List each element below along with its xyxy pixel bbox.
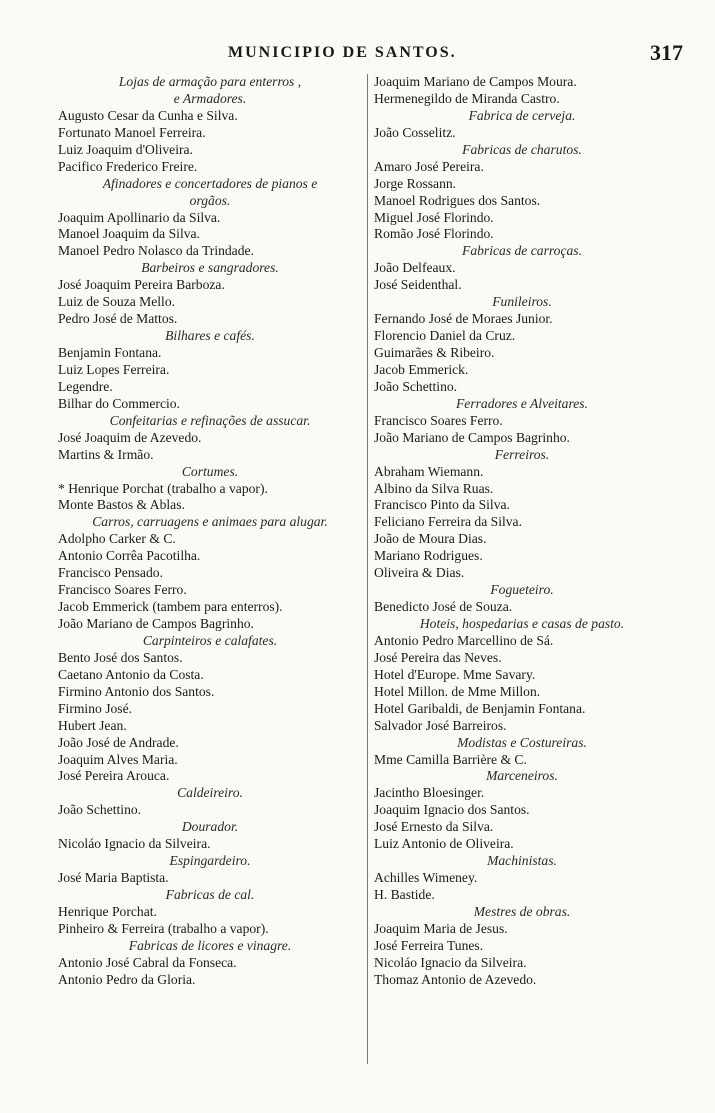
directory-entry: Adolpho Carker & C.	[58, 531, 176, 547]
directory-entry: Francisco Soares Ferro.	[58, 582, 187, 598]
section-heading: Cortumes.	[181, 463, 239, 479]
section-heading: Mestres de obras.	[473, 903, 571, 919]
directory-entry: Nicoláo Ignacio da Silveira.	[374, 954, 527, 970]
directory-entry: José Joaquim Pereira Barboza.	[58, 277, 225, 293]
section-heading: Carros, carruagens e animaes para alugar.	[92, 514, 328, 530]
directory-entry: Caetano Antonio da Costa.	[58, 666, 204, 682]
directory-entry: Amaro José Pereira.	[374, 158, 484, 174]
directory-entry: Hubert Jean.	[58, 717, 127, 733]
directory-entry: José Pereira Arouca.	[58, 768, 170, 784]
section-heading: Fabricas de cal.	[165, 887, 255, 902]
directory-entry: Martins & Irmão.	[58, 446, 154, 462]
directory-entry: Florencio Daniel da Cruz.	[374, 328, 516, 344]
section-heading: Bilhares e cafés.	[165, 328, 255, 344]
directory-entry: João José de Andrade.	[58, 734, 179, 750]
directory-entry: Hotel Millon. de Mme Millon.	[374, 683, 541, 699]
right-column	[372, 74, 672, 989]
column-divider	[367, 74, 368, 1064]
directory-entry: Romão José Florindo.	[374, 226, 494, 242]
directory-entry: Hermenegildo de Miranda Castro.	[374, 90, 560, 106]
directory-entry: Luiz Antonio de Oliveira.	[374, 836, 514, 852]
directory-entry: Benedicto José de Souza.	[374, 599, 513, 615]
section-heading: Fabricas de charutos.	[462, 141, 582, 157]
directory-entry: Fernando José de Moraes Junior.	[374, 311, 553, 327]
directory-entry: Monte Bastos & Ablas.	[58, 497, 185, 513]
directory-entry: Joaquim Apollinario da Silva.	[58, 209, 221, 225]
directory-entry: Joaquim Maria de Jesus.	[374, 920, 508, 936]
directory-entry: Bilhar do Commercio.	[58, 395, 180, 411]
directory-entry: Pedro José de Mattos.	[58, 311, 178, 327]
directory-entry: Hotel d'Europe. Mme Savary.	[374, 666, 536, 682]
directory-entry: Joaquim Mariano de Campos Moura.	[374, 74, 577, 89]
left-column	[56, 74, 364, 989]
section-heading: Lojas de armação para enterros ,	[118, 74, 302, 89]
directory-entry: Miguel José Florindo.	[374, 209, 494, 225]
directory-entry: Firmino José.	[58, 700, 133, 716]
directory-entry: Antonio José Cabral da Fonseca.	[58, 954, 237, 970]
directory-entry: João Schettino.	[374, 378, 458, 394]
directory-entry: Joaquim Ignacio dos Santos.	[374, 802, 530, 818]
directory-entry: Henrique Porchat.	[58, 903, 157, 919]
section-heading: e Armadores.	[173, 90, 247, 106]
section-heading: Modistas e Costureiras.	[457, 734, 587, 750]
section-heading: Ferradores e Alveitares.	[455, 395, 588, 411]
section-heading: Dourador.	[181, 819, 239, 835]
directory-entry: Legendre.	[58, 378, 113, 394]
directory-entry: Jacob Emmerick (tambem para enterros).	[58, 599, 283, 615]
section-heading: Machinistas.	[487, 853, 557, 869]
directory-entry: Jorge Rossann.	[374, 175, 457, 191]
directory-entry: Bento José dos Santos.	[58, 649, 183, 665]
directory-entry: Manoel Rodrigues dos Santos.	[374, 192, 541, 208]
directory-entry: Thomaz Antonio de Azevedo.	[374, 971, 537, 987]
directory-entry: Francisco Soares Ferro.	[374, 412, 503, 428]
directory-entry: Salvador José Barreiros.	[374, 717, 507, 733]
directory-entry: Manoel Pedro Nolasco da Trindade.	[58, 243, 254, 259]
directory-entry: Luiz Joaquim d'Oliveira.	[58, 141, 193, 157]
directory-entry: Nicoláo Ignacio da Silveira.	[58, 836, 211, 852]
directory-entry: José Joaquim de Azevedo.	[58, 429, 202, 445]
directory-entry: José Maria Baptista.	[58, 870, 169, 886]
directory-entry: Hotel Garibaldi, de Benjamin Fontana.	[374, 700, 586, 716]
directory-entry: Luiz de Souza Mello.	[58, 294, 176, 310]
section-heading: Fabricas de licores e vinagre.	[128, 937, 292, 953]
section-heading: Ferreiros.	[494, 446, 550, 462]
directory-entry: Benjamin Fontana.	[58, 345, 162, 360]
section-heading: Marceneiros.	[486, 768, 558, 784]
section-heading: Caldeireiro.	[177, 785, 243, 801]
section-heading: Afinadores e concertadores de pianos e	[102, 175, 318, 191]
directory-entry: Antonio Corrêa Pacotilha.	[58, 548, 201, 564]
directory-entry: João Delfeaux.	[374, 260, 456, 276]
section-heading: Fogueteiro.	[490, 582, 554, 598]
directory-entry: Fortunato Manoel Ferreira.	[58, 124, 206, 140]
directory-entry: Guimarães & Ribeiro.	[374, 345, 495, 360]
directory-entry: Antonio Pedro da Gloria.	[58, 971, 196, 987]
directory-entry: Mme Camilla Barrière & C.	[374, 751, 527, 767]
directory-entry: Abraham Wiemann.	[374, 463, 484, 479]
directory-entry: João de Moura Dias.	[374, 531, 487, 547]
section-heading: Barbeiros e sangradores.	[141, 260, 279, 276]
directory-entry: Augusto Cesar da Cunha e Silva.	[58, 107, 238, 123]
directory-entry: José Pereira das Neves.	[374, 649, 502, 665]
directory-entry: João Mariano de Campos Bagrinho.	[374, 429, 570, 445]
directory-entry: Francisco Pensado.	[58, 565, 163, 581]
directory-entry: Antonio Pedro Marcellino de Sá.	[374, 632, 554, 648]
directory-entry: Mariano Rodrigues.	[374, 548, 483, 564]
directory-entry: Francisco Pinto da Silva.	[374, 497, 510, 513]
directory-entry: Feliciano Ferreira da Silva.	[374, 514, 522, 530]
directory-entry: Joaquim Alves Maria.	[58, 751, 178, 767]
directory-entry: José Ernesto da Silva.	[374, 819, 494, 835]
directory-entry: José Ferreira Tunes.	[374, 937, 484, 953]
section-heading: Espingardeiro.	[169, 853, 251, 869]
directory-entry: Firmino Antonio dos Santos.	[58, 683, 215, 699]
directory-entry: Achilles Wimeney.	[374, 870, 478, 886]
directory-entry: Pinheiro & Ferreira (trabalho a vapor).	[58, 920, 269, 936]
section-heading: Fabrica de cerveja.	[468, 107, 576, 123]
directory-entry: José Seidenthal.	[374, 277, 462, 293]
section-heading: Funileiros.	[492, 294, 552, 310]
directory-entry: * Henrique Porchat (trabalho a vapor).	[58, 480, 268, 496]
section-heading: orgãos.	[189, 192, 231, 208]
page-title: MUNICIPIO DE SANTOS.	[228, 44, 457, 61]
section-heading: Carpinteiros e calafates.	[142, 632, 278, 648]
directory-entry: Pacifico Frederico Freire.	[58, 158, 198, 174]
directory-entry: Luiz Lopes Ferreira.	[58, 361, 170, 377]
directory-entry: Albino da Silva Ruas.	[374, 480, 494, 496]
section-heading: Fabricas de carroças.	[462, 243, 582, 259]
section-heading: Hoteis, hospedarias e casas de pasto.	[419, 616, 625, 631]
directory-entry: João Schettino.	[58, 802, 142, 818]
directory-entry: João Mariano de Campos Bagrinho.	[58, 616, 254, 631]
directory-entry: Manoel Joaquim da Silva.	[58, 226, 200, 242]
directory-entry: Jacob Emmerick.	[374, 361, 469, 377]
directory-entry: Oliveira & Dias.	[374, 565, 465, 581]
section-heading: Confeitarias e refinações de assucar.	[109, 412, 311, 428]
page-number: 317	[650, 40, 683, 65]
page-header	[0, 40, 715, 70]
directory-entry: Jacintho Bloesinger.	[374, 785, 485, 801]
directory-entry: H. Bastide.	[374, 887, 435, 902]
directory-entry: João Cosselitz.	[374, 124, 456, 140]
